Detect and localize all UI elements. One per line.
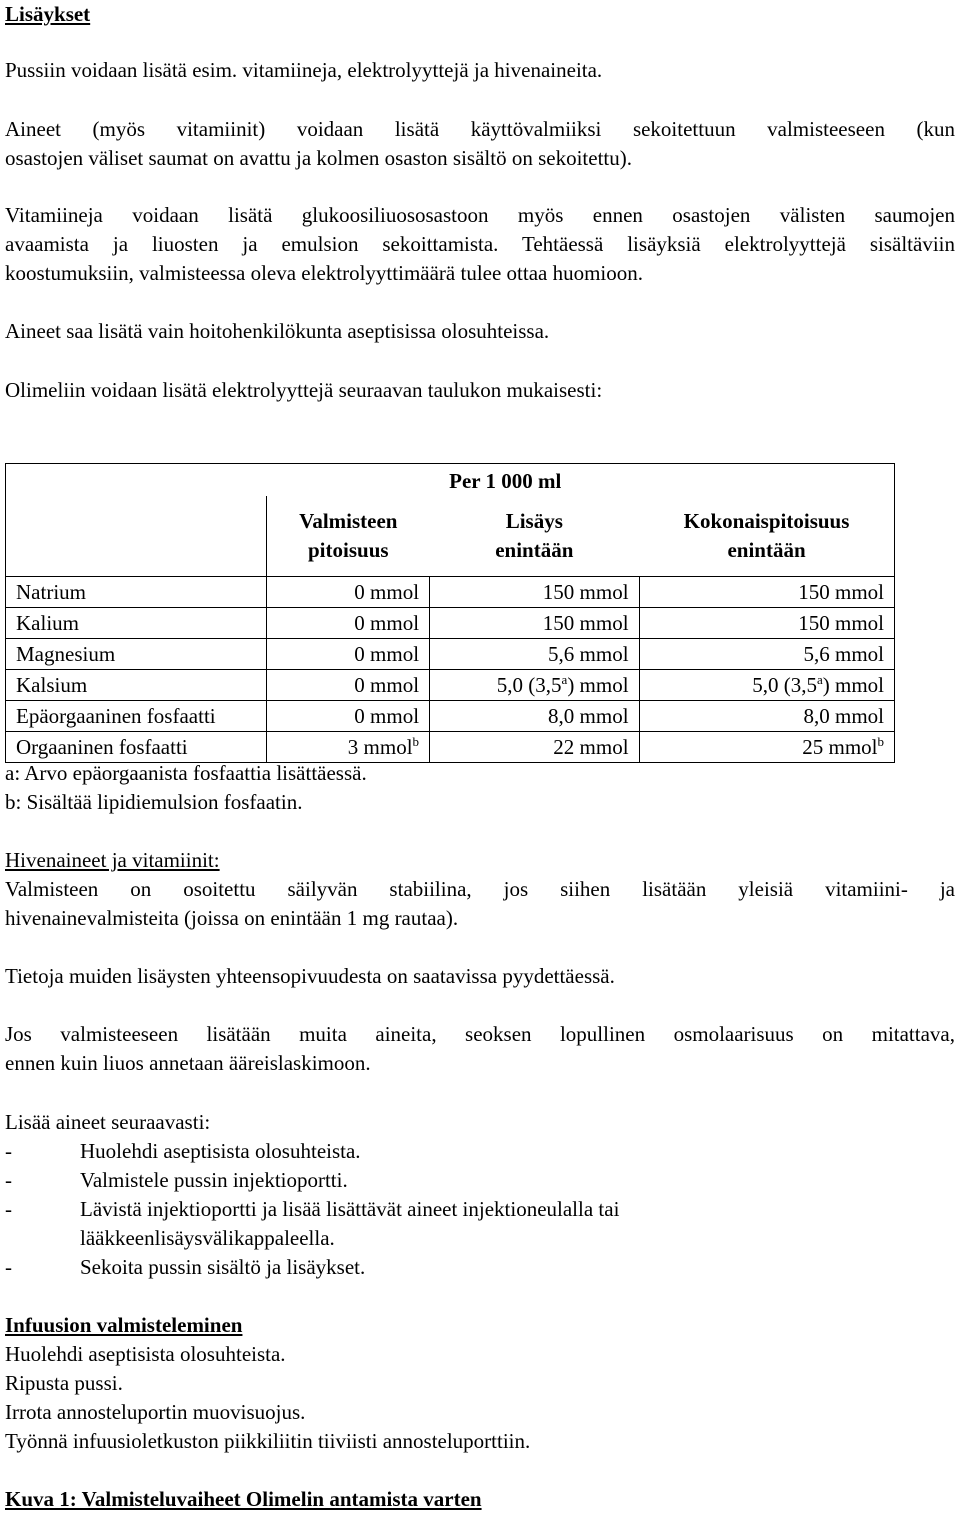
list-item-text: Lävistä injektioportti ja lisää lisättävät aineet injektioneulalla tai: [80, 1197, 620, 1221]
infusion-step: Ripusta pussi.: [5, 1371, 123, 1395]
table-header-addition: [430, 496, 640, 577]
table-cell-addition: 22 mmol: [430, 732, 640, 763]
table-header-content-line2: pitoisuus: [308, 538, 389, 562]
paragraph-vitamins-line3: koostumuksiin, valmisteessa oleva elektrolyyttimäärä tulee ottaa huomioon.: [5, 261, 644, 285]
table-header-addition-line1: Lisäys: [505, 509, 563, 533]
table-column-header-row: [6, 496, 895, 577]
footnote-marker: a: [561, 671, 568, 687]
table-cell-content: [267, 732, 430, 763]
list-item-text: Sekoita pussin sisältö ja lisäykset.: [80, 1255, 366, 1279]
footnote-marker: b: [877, 733, 884, 749]
paragraph-vitamins-line1: Vitamiineja voidaan lisätä glukoosiliuososastoon myös ennen osastojen välisten saumojen: [5, 203, 955, 227]
steps-intro: Lisää aineet seuraavasti:: [5, 1110, 211, 1134]
table-cell-addition: 5,6 mmol: [430, 639, 640, 670]
paragraph-additions-intro: Pussiin voidaan lisätä esim. vitamiineja, elektrolyyttejä ja hivenaineita.: [5, 58, 603, 82]
paragraph-additions-when-line2: osastojen väliset saumat on avattu ja kolmen osaston sisältö on sekoitettu).: [5, 146, 632, 170]
table-footnote-a: a: Arvo epäorgaanista fosfaattia lisättäessä.: [5, 761, 367, 785]
paragraph-vitamins-line2: avaamista ja liuosten ja emulsion sekoittamista. Tehtäessä lisäyksiä elektrolyyttejä sisältäviin: [5, 232, 955, 256]
value-text: ) mmol: [822, 672, 884, 697]
table-cell-total: [639, 732, 894, 763]
table-group-header-row: [6, 464, 895, 497]
table-header-total-line1: Kokonaispitoisuus: [683, 509, 850, 533]
table-cell-content: 0 mmol: [267, 577, 430, 608]
list-item-text: Valmistele pussin injektioportti.: [80, 1168, 348, 1192]
paragraph-trace-line2: hivenainevalmisteita (joissa on enintään 1 mg rautaa).: [5, 906, 459, 930]
electrolyte-table: [5, 463, 895, 763]
table-cell-name: Kalium: [6, 608, 267, 639]
table-group-header: Per 1 000 ml: [267, 464, 895, 497]
list-dash: -: [5, 1168, 12, 1192]
table-row: [6, 639, 895, 670]
table-corner-cell: [6, 464, 267, 497]
footnote-marker: a: [816, 671, 823, 687]
value-text: 3 mmol: [347, 734, 413, 759]
section-heading-infusion: Infuusion valmisteleminen: [5, 1313, 243, 1337]
infusion-step: Irrota annosteluportin muovisuojus.: [5, 1400, 306, 1424]
infusion-step: Työnnä infuusioletkuston piikkiliitin tiiviisti annosteluporttiin.: [5, 1429, 531, 1453]
value-text: ) mmol: [567, 672, 629, 697]
table-cell-content: 0 mmol: [267, 670, 430, 701]
table-row: [6, 732, 895, 763]
table-cell-total: 150 mmol: [639, 577, 894, 608]
footnote-marker: b: [412, 733, 420, 749]
table-cell-content: 0 mmol: [267, 639, 430, 670]
table-header-total-line2: enintään: [727, 538, 806, 562]
table-cell-name: Natrium: [6, 577, 267, 608]
table-header-empty-cell: [6, 496, 267, 577]
table-header-content-line1: Valmisteen: [299, 509, 398, 533]
table-cell-name: Kalsium: [6, 670, 267, 701]
subheading-trace-elements: Hivenaineet ja vitamiinit:: [5, 848, 220, 872]
table-header-content: [267, 496, 430, 577]
table-cell-total: 150 mmol: [639, 608, 894, 639]
table-cell-addition: 150 mmol: [430, 608, 640, 639]
table-cell-name: Epäorgaaninen fosfaatti: [6, 701, 267, 732]
table-cell-total: 5,6 mmol: [639, 639, 894, 670]
table-cell-addition: 150 mmol: [430, 577, 640, 608]
list-dash: -: [5, 1139, 12, 1163]
paragraph-table-intro: Olimeliin voidaan lisätä elektrolyyttejä seuraavan taulukon mukaisesti:: [5, 378, 603, 402]
table-row: [6, 670, 895, 701]
table-row: [6, 608, 895, 639]
table-cell-addition: [430, 670, 640, 701]
paragraph-compatibility: Tietoja muiden lisäysten yhteensopivuudesta on saatavissa pyydettäessä.: [5, 964, 615, 988]
table-cell-addition: 8,0 mmol: [430, 701, 640, 732]
paragraph-trace-line1: Valmisteen on osoitettu säilyvän stabiilina, jos siihen lisätään yleisiä vitamiini- ja: [5, 877, 955, 901]
table-footnote-b: b: Sisältää lipidiemulsion fosfaatin.: [5, 790, 303, 814]
table-row: [6, 577, 895, 608]
value-text: 5,0 (3,5: [496, 672, 562, 697]
value-text: 5,0 (3,5: [752, 672, 817, 697]
list-item-text: lääkkeenlisäysvälikappaleella.: [80, 1226, 335, 1250]
table-cell-content: 0 mmol: [267, 701, 430, 732]
paragraph-osmolarity-line1: Jos valmisteeseen lisätään muita aineita, seoksen lopullinen osmolaarisuus on mitattava,: [5, 1022, 955, 1046]
table-cell-name: Magnesium: [6, 639, 267, 670]
table-row: [6, 701, 895, 732]
list-dash: -: [5, 1197, 12, 1221]
table-header-addition-line2: enintään: [495, 538, 574, 562]
paragraph-additions-when-line1: Aineet (myös vitamiinit) voidaan lisätä käyttövalmiiksi sekoitettuun valmisteeseen (kun: [5, 117, 955, 141]
list-dash: -: [5, 1255, 12, 1279]
table-cell-content: 0 mmol: [267, 608, 430, 639]
paragraph-osmolarity-line2: ennen kuin liuos annetaan ääreislaskimoon.: [5, 1051, 371, 1075]
figure-caption: Kuva 1: Valmisteluvaiheet Olimelin antamista varten: [5, 1487, 482, 1511]
value-text: 25 mmol: [802, 734, 878, 759]
list-item-text: Huolehdi aseptisista olosuhteista.: [80, 1139, 361, 1163]
table-cell-total: [639, 670, 894, 701]
table-header-total: [639, 496, 894, 577]
table-cell-total: 8,0 mmol: [639, 701, 894, 732]
table-cell-name: Orgaaninen fosfaatti: [6, 732, 267, 763]
paragraph-aseptic: Aineet saa lisätä vain hoitohenkilökunta aseptisissa olosuhteissa.: [5, 319, 550, 343]
infusion-step: Huolehdi aseptisista olosuhteista.: [5, 1342, 286, 1366]
section-heading-additions: Lisäykset: [5, 2, 91, 26]
